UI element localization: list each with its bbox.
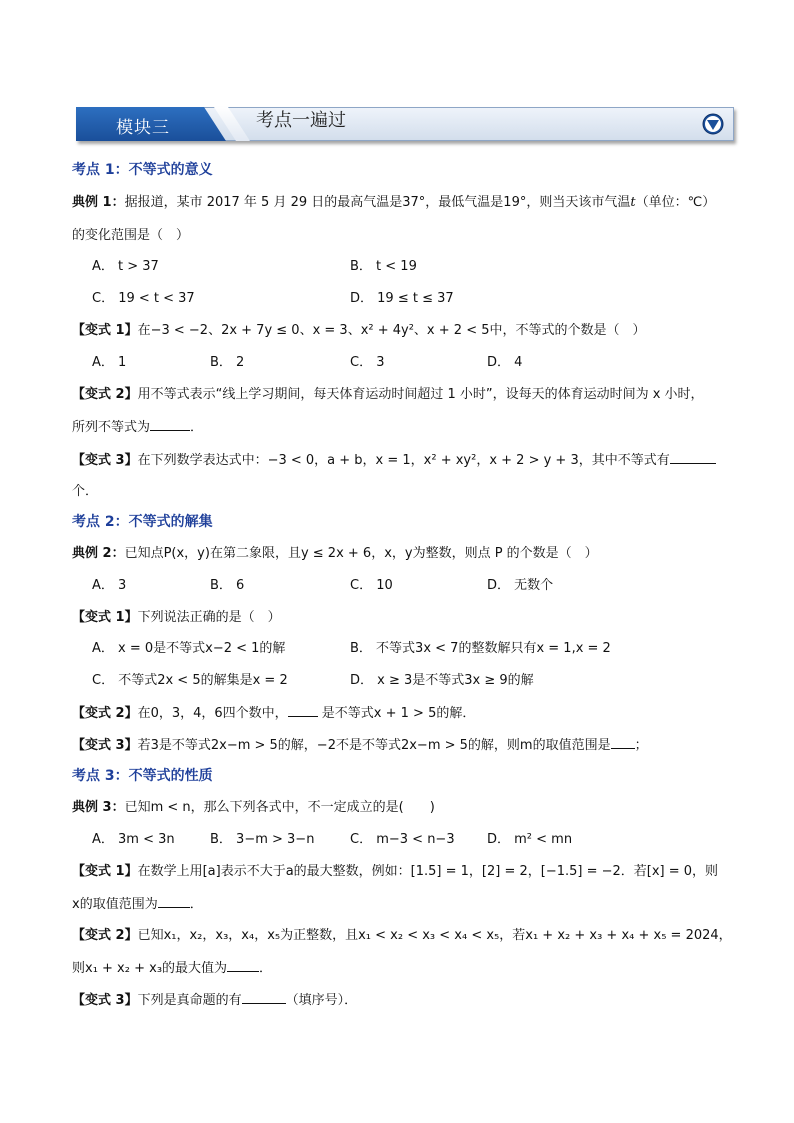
- variant-1-2-question: [72, 386, 704, 404]
- example-2-option-a: A． 3: [92, 578, 127, 593]
- variant-3-3-text: 下列是真命题的有: [137, 993, 242, 1008]
- example-3-option-c: C． m−3 < n−3: [350, 832, 455, 847]
- variant-3-1-question-cont: [72, 895, 203, 914]
- section-heading-2: 考点 2：不等式的解集: [72, 514, 213, 530]
- variant-3-3-question: [72, 991, 357, 1010]
- example-2-question: [72, 545, 598, 563]
- variant-3-2-question: [72, 927, 732, 945]
- variant-2-1-option-a: A． x = 0是不等式x−2 < 1的解: [92, 641, 286, 656]
- variant-1-1-label: 【变式 1】: [72, 323, 138, 338]
- variant-1-3-text: 在下列数学表达式中：−3 < 0，a + b，x = 1，x² + xy²，x + 2 > y + 3，其中不等式有: [137, 453, 670, 468]
- variant-3-1-question: [72, 863, 718, 881]
- answer-blank: [288, 704, 318, 717]
- variant-3-2-question-cont: [72, 959, 272, 978]
- example-3-text: 已知m < n，那么下列各式中，不一定成立的是( ): [124, 800, 435, 815]
- variant-3-1-text: 在数学上用[a]表示不大于a的最大整数，例如：[1.5] = 1，[2] = 2，[−1.5] = −2．若[x] = 0，则: [137, 864, 719, 879]
- section-heading-3: 考点 3：不等式的性质: [72, 768, 213, 784]
- example-1-option-d: D． 19 ≤ t ≤ 37: [350, 291, 454, 306]
- variant-1-3-question: [72, 451, 716, 470]
- answer-blank: [227, 959, 259, 972]
- answer-blank: [242, 991, 286, 1004]
- section-heading-1: 考点 1：不等式的意义: [72, 162, 213, 178]
- variant-3-2-end: ．: [259, 961, 273, 976]
- variant-1-1-question: [72, 322, 646, 340]
- variant-3-3-end: （填序号）．: [285, 993, 358, 1008]
- banner-title: 考点一遍过: [256, 110, 346, 131]
- variant-3-1-text-cont: x的取值范围为: [72, 897, 158, 912]
- variant-3-2-text: 已知x₁，x₂，x₃，x₄，x₅为正整数，且x₁ < x₂ < x₃ < x₄ < x₅，若x₁ + x₂ + x₃ + x₄ + x₅ = 2024，: [137, 928, 732, 943]
- variant-3-3-label: 【变式 3】: [72, 993, 138, 1008]
- variant-1-3-question-cont: 个．: [72, 484, 99, 499]
- variant-2-2-question: [72, 704, 475, 723]
- variant-1-2-text: 用不等式表示“线上学习期间，每天体育运动时间超过 1 小时”，设每天的体育运动时间为 x 小时，: [137, 387, 704, 402]
- variant-1-1-option-b: B． 2: [210, 355, 245, 370]
- variant-3-2-text-cont: 则x₁ + x₂ + x₃的最大值为: [72, 961, 228, 976]
- answer-blank: [158, 895, 190, 908]
- example-3-label: 典例 3：: [72, 800, 125, 815]
- example-1-question-cont: 的变化范围是（ ）: [72, 228, 190, 243]
- variant-2-3-end: ；: [634, 738, 648, 753]
- variant-3-2-label: 【变式 2】: [72, 928, 138, 943]
- variant-2-2-text: 在0，3，4，6四个数中，: [137, 706, 288, 721]
- variant-2-1-label: 【变式 1】: [72, 610, 138, 625]
- variant-2-1-option-d: D． x ≥ 3是不等式3x ≥ 9的解: [350, 673, 534, 688]
- variant-2-1-question: [72, 609, 281, 627]
- example-3-option-d: D． m² < mn: [487, 832, 573, 847]
- variant-2-3-text: 若3是不等式2x−m > 5的解，−2不是不等式2x−m > 5的解，则m的取值范围是: [137, 738, 611, 753]
- example-3-option-b: B． 3−m > 3−n: [210, 832, 315, 847]
- variant-2-1-option-b: B． 不等式3x < 7的整数解只有x = 1,x = 2: [350, 641, 611, 656]
- variant-3-1-label: 【变式 1】: [72, 864, 138, 879]
- answer-blank: [150, 418, 190, 431]
- example-1-option-b: B． t < 19: [350, 259, 417, 274]
- answer-blank: [670, 451, 716, 464]
- variant-1-1-text: 在−3 < −2、2x + 7y ≤ 0、x = 3、x² + 4y²、x + 2 < 5中，不等式的个数是（ ）: [137, 323, 646, 338]
- example-1-text: 据报道，某市 2017 年 5 月 29 日的最高气温是37°，最低气温是19°，则当天该市气温: [124, 195, 631, 210]
- variant-1-2-text-cont: 所列不等式为: [72, 420, 151, 435]
- variant-2-2-text-cont: 是不等式x + 1 > 5的解．: [317, 706, 476, 721]
- variant-1-2-question-cont: [72, 418, 203, 437]
- variant-1-3-label: 【变式 3】: [72, 453, 138, 468]
- example-3-question: [72, 799, 435, 817]
- variant-1-2-label: 【变式 2】: [72, 387, 138, 402]
- example-2-option-c: C． 10: [350, 578, 393, 593]
- example-3-option-a: A． 3m < 3n: [92, 832, 175, 847]
- example-1-option-c: C． 19 < t < 37: [92, 291, 195, 306]
- example-2-option-d: D． 无数个: [487, 578, 554, 593]
- variant-2-1-option-c: C． 不等式2x < 5的解集是x = 2: [92, 673, 288, 688]
- variant-2-1-text: 下列说法正确的是（ ）: [137, 610, 281, 625]
- example-2-label: 典例 2：: [72, 546, 125, 561]
- example-1-unit: （单位：℃）: [635, 195, 716, 210]
- answer-blank: [611, 736, 635, 749]
- variant-2-3-question: [72, 736, 648, 755]
- example-1-question: [72, 194, 715, 212]
- example-1-option-a: A． t > 37: [92, 259, 159, 274]
- variant-1-1-option-a: A． 1: [92, 355, 127, 370]
- example-2-option-b: B． 6: [210, 578, 245, 593]
- variant-3-1-end: ．: [189, 897, 203, 912]
- example-1-variable: t: [630, 195, 636, 210]
- variant-1-2-end: ．: [190, 420, 204, 435]
- down-triangle-icon: [702, 113, 724, 135]
- module-label: 模块三: [116, 118, 170, 138]
- variant-2-3-label: 【变式 3】: [72, 738, 138, 753]
- example-2-text: 已知点P(x，y)在第二象限，且y ≤ 2x + 6，x，y为整数，则点 P 的个数是（ ）: [124, 546, 598, 561]
- example-1-label: 典例 1：: [72, 195, 125, 210]
- variant-2-2-label: 【变式 2】: [72, 706, 138, 721]
- variant-1-1-option-d: D． 4: [487, 355, 523, 370]
- module-banner: [76, 104, 734, 142]
- variant-1-1-option-c: C． 3: [350, 355, 385, 370]
